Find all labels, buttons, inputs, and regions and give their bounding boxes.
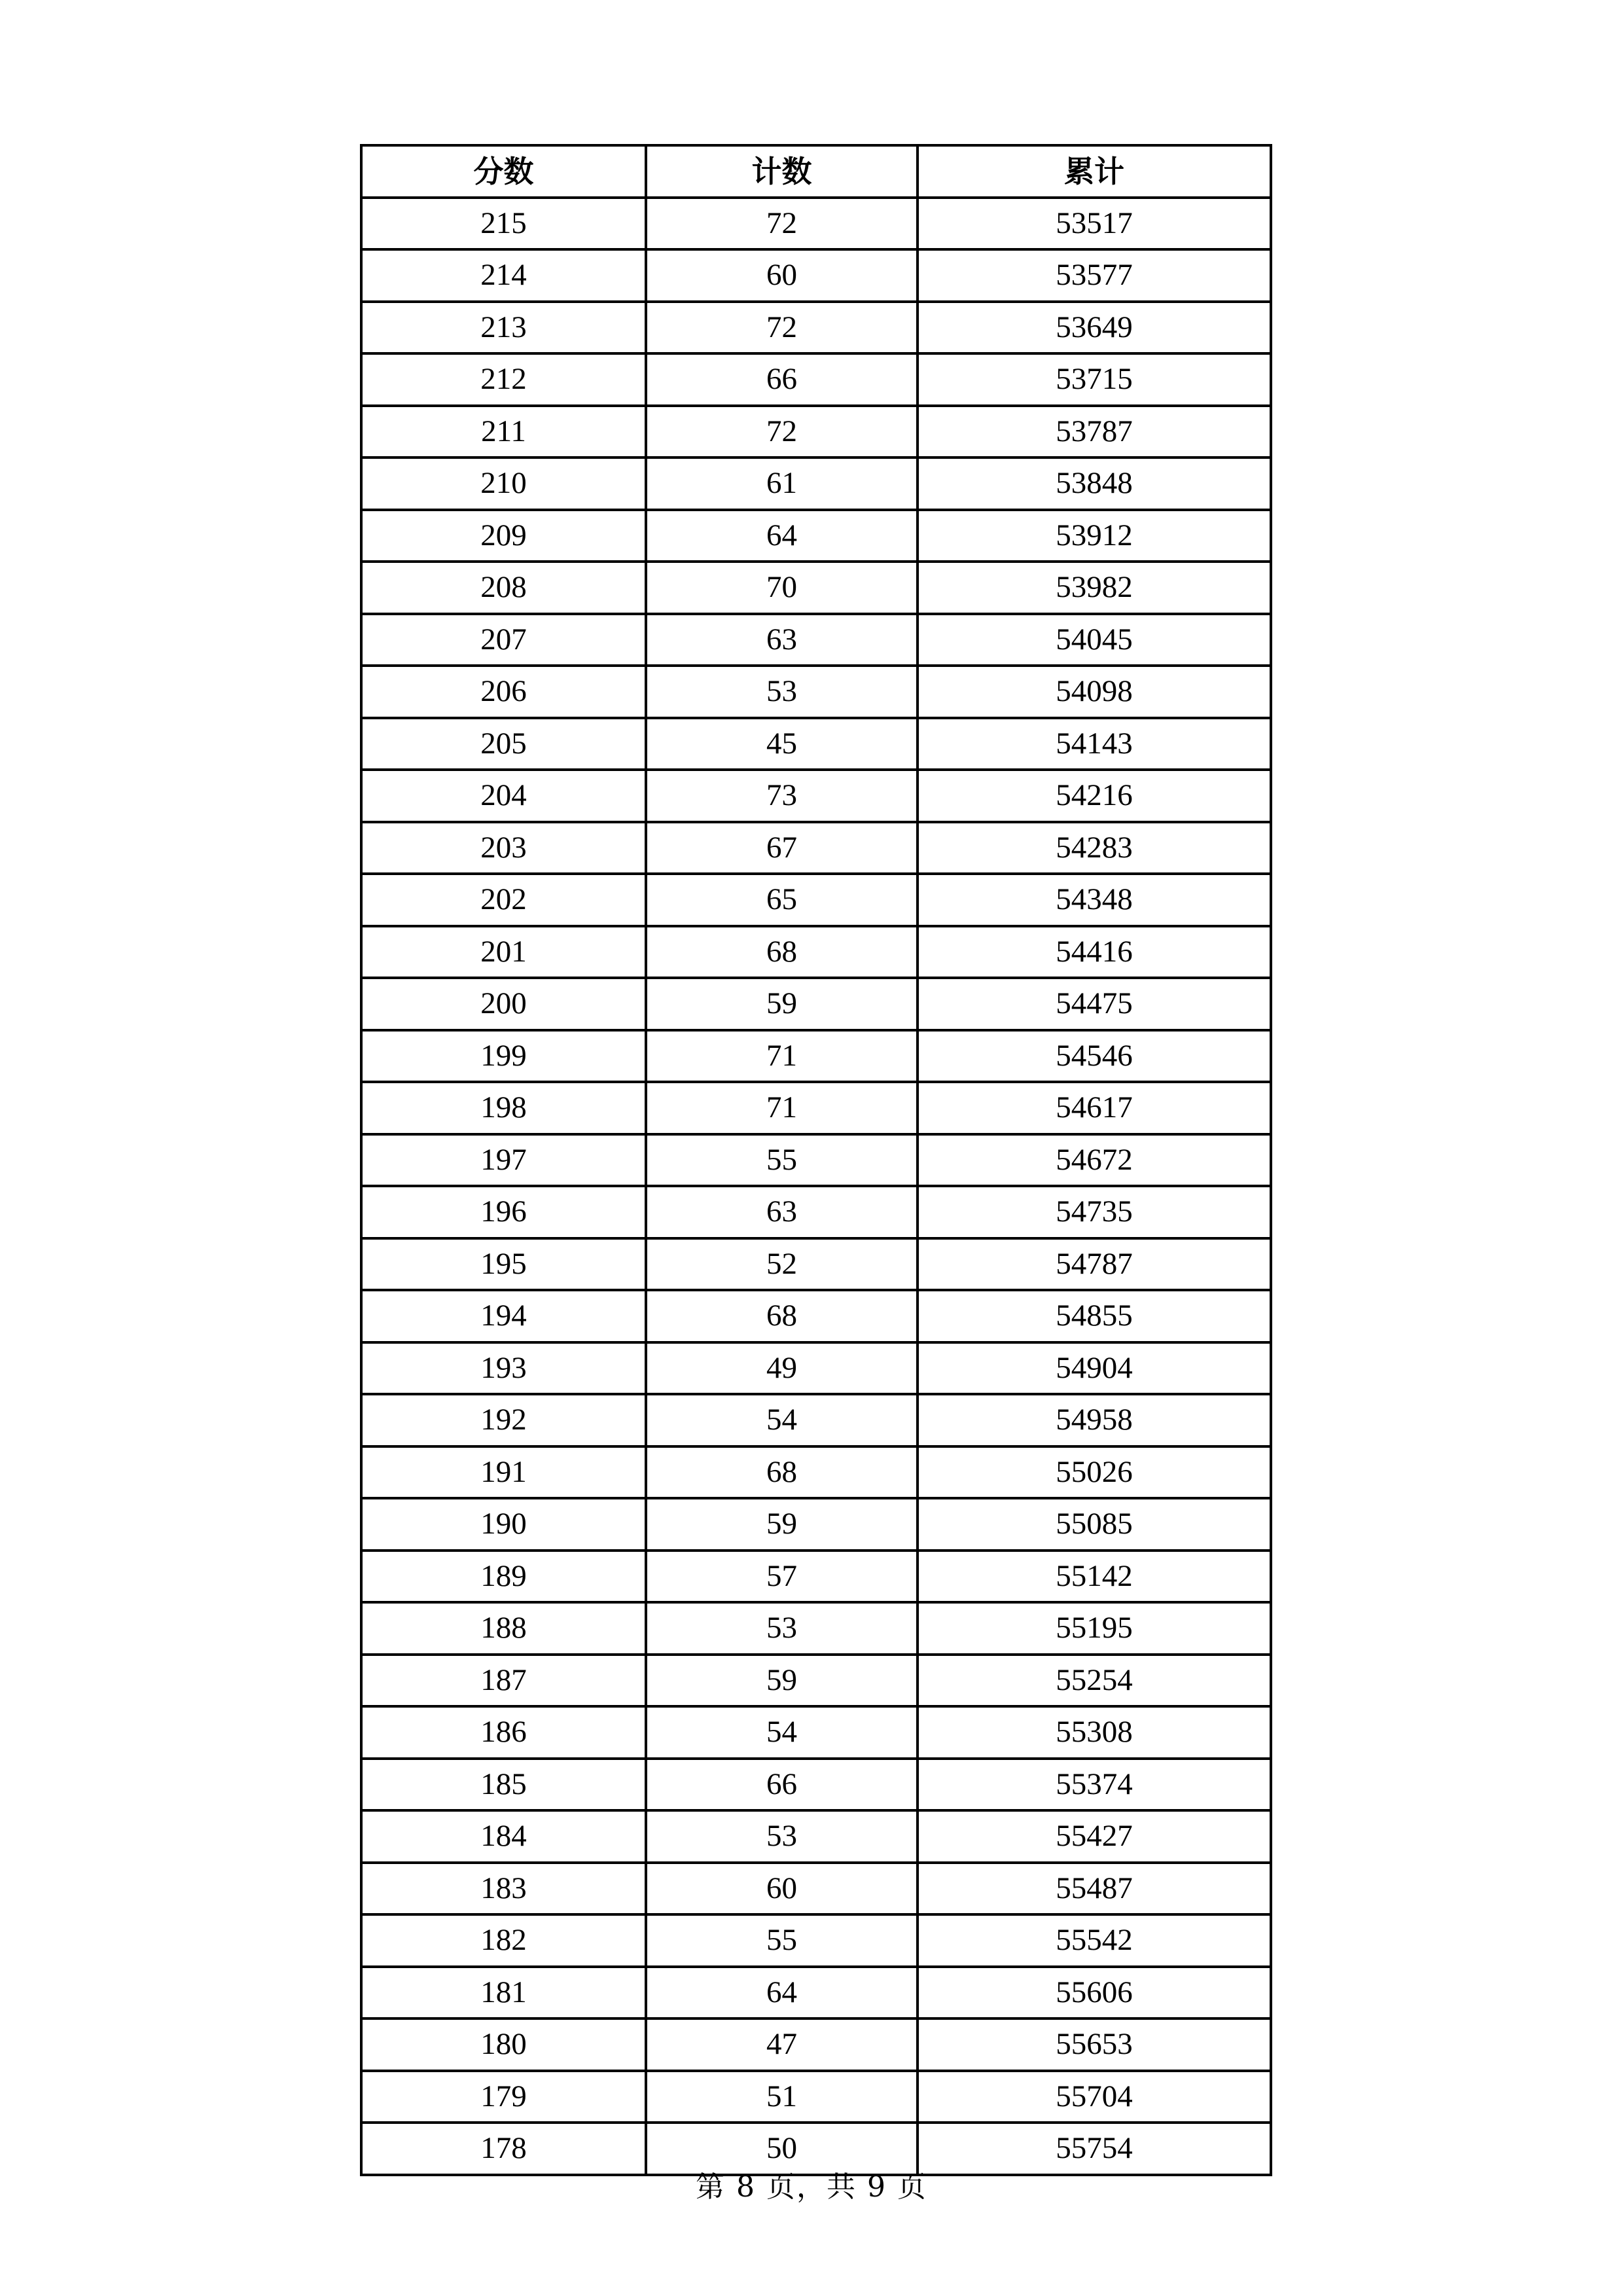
score-cell: 192 bbox=[361, 1394, 646, 1446]
score-cell: 180 bbox=[361, 2018, 646, 2071]
score-cell: 213 bbox=[361, 302, 646, 354]
column-header-cumulative: 累计 bbox=[918, 145, 1271, 198]
count-cell: 59 bbox=[646, 978, 918, 1030]
count-cell: 59 bbox=[646, 1498, 918, 1551]
count-cell: 55 bbox=[646, 1134, 918, 1187]
cumulative-cell: 54904 bbox=[918, 1342, 1271, 1395]
count-cell: 61 bbox=[646, 457, 918, 510]
table-row bbox=[361, 1498, 1271, 1551]
score-cell: 211 bbox=[361, 406, 646, 458]
table-row bbox=[361, 978, 1271, 1030]
table-body bbox=[361, 198, 1271, 2175]
score-cell: 197 bbox=[361, 1134, 646, 1187]
count-cell: 68 bbox=[646, 1446, 918, 1499]
score-cell: 193 bbox=[361, 1342, 646, 1395]
cumulative-cell: 55487 bbox=[918, 1863, 1271, 1915]
cumulative-cell: 54617 bbox=[918, 1082, 1271, 1134]
count-cell: 66 bbox=[646, 353, 918, 406]
cumulative-cell: 54475 bbox=[918, 978, 1271, 1030]
count-cell: 55 bbox=[646, 1914, 918, 1967]
score-cell: 214 bbox=[361, 249, 646, 302]
table-row bbox=[361, 1759, 1271, 1811]
score-cell: 189 bbox=[361, 1551, 646, 1603]
count-cell: 71 bbox=[646, 1030, 918, 1083]
cumulative-cell: 55085 bbox=[918, 1498, 1271, 1551]
score-cell: 184 bbox=[361, 1810, 646, 1863]
table-row bbox=[361, 198, 1271, 250]
table-row bbox=[361, 1810, 1271, 1863]
table-row bbox=[361, 353, 1271, 406]
count-cell: 72 bbox=[646, 302, 918, 354]
table-header-row bbox=[361, 145, 1271, 198]
count-cell: 60 bbox=[646, 249, 918, 302]
cumulative-cell: 53982 bbox=[918, 562, 1271, 614]
cumulative-cell: 54958 bbox=[918, 1394, 1271, 1446]
score-cell: 182 bbox=[361, 1914, 646, 1967]
count-cell: 59 bbox=[646, 1655, 918, 1707]
score-cell: 190 bbox=[361, 1498, 646, 1551]
cumulative-cell: 54672 bbox=[918, 1134, 1271, 1187]
count-cell: 67 bbox=[646, 822, 918, 874]
table-row bbox=[361, 1967, 1271, 2019]
table-row bbox=[361, 1030, 1271, 1083]
score-cell: 208 bbox=[361, 562, 646, 614]
table-row bbox=[361, 406, 1271, 458]
table-row bbox=[361, 562, 1271, 614]
table-row bbox=[361, 302, 1271, 354]
table-row bbox=[361, 249, 1271, 302]
cumulative-cell: 54348 bbox=[918, 874, 1271, 926]
cumulative-cell: 54787 bbox=[918, 1238, 1271, 1291]
cumulative-cell: 54546 bbox=[918, 1030, 1271, 1083]
cumulative-cell: 53715 bbox=[918, 353, 1271, 406]
table-row bbox=[361, 510, 1271, 562]
count-cell: 47 bbox=[646, 2018, 918, 2071]
table-row bbox=[361, 666, 1271, 718]
score-cell: 199 bbox=[361, 1030, 646, 1083]
table-row bbox=[361, 874, 1271, 926]
cumulative-cell: 55754 bbox=[918, 2123, 1271, 2175]
score-cell: 198 bbox=[361, 1082, 646, 1134]
table-row bbox=[361, 1394, 1271, 1446]
count-cell: 64 bbox=[646, 510, 918, 562]
table-row bbox=[361, 1602, 1271, 1655]
cumulative-cell: 55704 bbox=[918, 2071, 1271, 2123]
cumulative-cell: 55374 bbox=[918, 1759, 1271, 1811]
score-cell: 183 bbox=[361, 1863, 646, 1915]
score-cell: 186 bbox=[361, 1706, 646, 1759]
score-cell: 194 bbox=[361, 1290, 646, 1342]
cumulative-cell: 53848 bbox=[918, 457, 1271, 510]
cumulative-cell: 54216 bbox=[918, 770, 1271, 822]
cumulative-cell: 53649 bbox=[918, 302, 1271, 354]
count-cell: 50 bbox=[646, 2123, 918, 2175]
score-distribution-table bbox=[360, 144, 1272, 2176]
column-header-count: 计数 bbox=[646, 145, 918, 198]
count-cell: 54 bbox=[646, 1394, 918, 1446]
table-row bbox=[361, 1238, 1271, 1291]
cumulative-cell: 54143 bbox=[918, 718, 1271, 770]
table-row bbox=[361, 614, 1271, 666]
cumulative-cell: 55653 bbox=[918, 2018, 1271, 2071]
page-number-footer: 第 8 页，共 9 页 bbox=[696, 2170, 927, 2204]
cumulative-cell: 53787 bbox=[918, 406, 1271, 458]
count-cell: 65 bbox=[646, 874, 918, 926]
cumulative-cell: 54735 bbox=[918, 1186, 1271, 1238]
cumulative-cell: 55542 bbox=[918, 1914, 1271, 1967]
score-cell: 200 bbox=[361, 978, 646, 1030]
cumulative-cell: 54855 bbox=[918, 1290, 1271, 1342]
count-cell: 72 bbox=[646, 198, 918, 250]
count-cell: 53 bbox=[646, 666, 918, 718]
table-row bbox=[361, 1551, 1271, 1603]
count-cell: 68 bbox=[646, 1290, 918, 1342]
table-row bbox=[361, 926, 1271, 978]
count-cell: 52 bbox=[646, 1238, 918, 1291]
count-cell: 54 bbox=[646, 1706, 918, 1759]
table-row bbox=[361, 2018, 1271, 2071]
table-row bbox=[361, 1446, 1271, 1499]
cumulative-cell: 55606 bbox=[918, 1967, 1271, 2019]
table-row bbox=[361, 1655, 1271, 1707]
score-cell: 215 bbox=[361, 198, 646, 250]
cumulative-cell: 54283 bbox=[918, 822, 1271, 874]
score-cell: 187 bbox=[361, 1655, 646, 1707]
count-cell: 45 bbox=[646, 718, 918, 770]
table-row bbox=[361, 770, 1271, 822]
score-cell: 179 bbox=[361, 2071, 646, 2123]
score-cell: 195 bbox=[361, 1238, 646, 1291]
score-cell: 212 bbox=[361, 353, 646, 406]
cumulative-cell: 55427 bbox=[918, 1810, 1271, 1863]
score-cell: 207 bbox=[361, 614, 646, 666]
table-row bbox=[361, 1186, 1271, 1238]
score-cell: 206 bbox=[361, 666, 646, 718]
cumulative-cell: 54045 bbox=[918, 614, 1271, 666]
count-cell: 71 bbox=[646, 1082, 918, 1134]
count-cell: 73 bbox=[646, 770, 918, 822]
score-cell: 178 bbox=[361, 2123, 646, 2175]
table-row bbox=[361, 718, 1271, 770]
table-row bbox=[361, 822, 1271, 874]
cumulative-cell: 55308 bbox=[918, 1706, 1271, 1759]
cumulative-cell: 53517 bbox=[918, 198, 1271, 250]
cumulative-cell: 55254 bbox=[918, 1655, 1271, 1707]
table-row bbox=[361, 457, 1271, 510]
cumulative-cell: 53577 bbox=[918, 249, 1271, 302]
count-cell: 51 bbox=[646, 2071, 918, 2123]
cumulative-cell: 54098 bbox=[918, 666, 1271, 718]
table-row bbox=[361, 1706, 1271, 1759]
score-cell: 191 bbox=[361, 1446, 646, 1499]
table-row bbox=[361, 1290, 1271, 1342]
score-cell: 202 bbox=[361, 874, 646, 926]
count-cell: 72 bbox=[646, 406, 918, 458]
count-cell: 53 bbox=[646, 1810, 918, 1863]
table-row bbox=[361, 1342, 1271, 1395]
cumulative-cell: 55026 bbox=[918, 1446, 1271, 1499]
count-cell: 66 bbox=[646, 1759, 918, 1811]
count-cell: 57 bbox=[646, 1551, 918, 1603]
count-cell: 70 bbox=[646, 562, 918, 614]
score-cell: 181 bbox=[361, 1967, 646, 2019]
count-cell: 68 bbox=[646, 926, 918, 978]
table-row bbox=[361, 1863, 1271, 1915]
score-cell: 201 bbox=[361, 926, 646, 978]
cumulative-cell: 54416 bbox=[918, 926, 1271, 978]
score-cell: 209 bbox=[361, 510, 646, 562]
count-cell: 63 bbox=[646, 614, 918, 666]
count-cell: 49 bbox=[646, 1342, 918, 1395]
score-cell: 210 bbox=[361, 457, 646, 510]
cumulative-cell: 55142 bbox=[918, 1551, 1271, 1603]
count-cell: 64 bbox=[646, 1967, 918, 2019]
table-row bbox=[361, 1134, 1271, 1187]
score-cell: 204 bbox=[361, 770, 646, 822]
cumulative-cell: 55195 bbox=[918, 1602, 1271, 1655]
count-cell: 60 bbox=[646, 1863, 918, 1915]
column-header-score: 分数 bbox=[361, 145, 646, 198]
count-cell: 63 bbox=[646, 1186, 918, 1238]
score-cell: 188 bbox=[361, 1602, 646, 1655]
score-cell: 185 bbox=[361, 1759, 646, 1811]
cumulative-cell: 53912 bbox=[918, 510, 1271, 562]
score-cell: 203 bbox=[361, 822, 646, 874]
count-cell: 53 bbox=[646, 1602, 918, 1655]
score-cell: 205 bbox=[361, 718, 646, 770]
table-row bbox=[361, 1082, 1271, 1134]
table-row bbox=[361, 1914, 1271, 1967]
table-row bbox=[361, 2071, 1271, 2123]
score-cell: 196 bbox=[361, 1186, 646, 1238]
